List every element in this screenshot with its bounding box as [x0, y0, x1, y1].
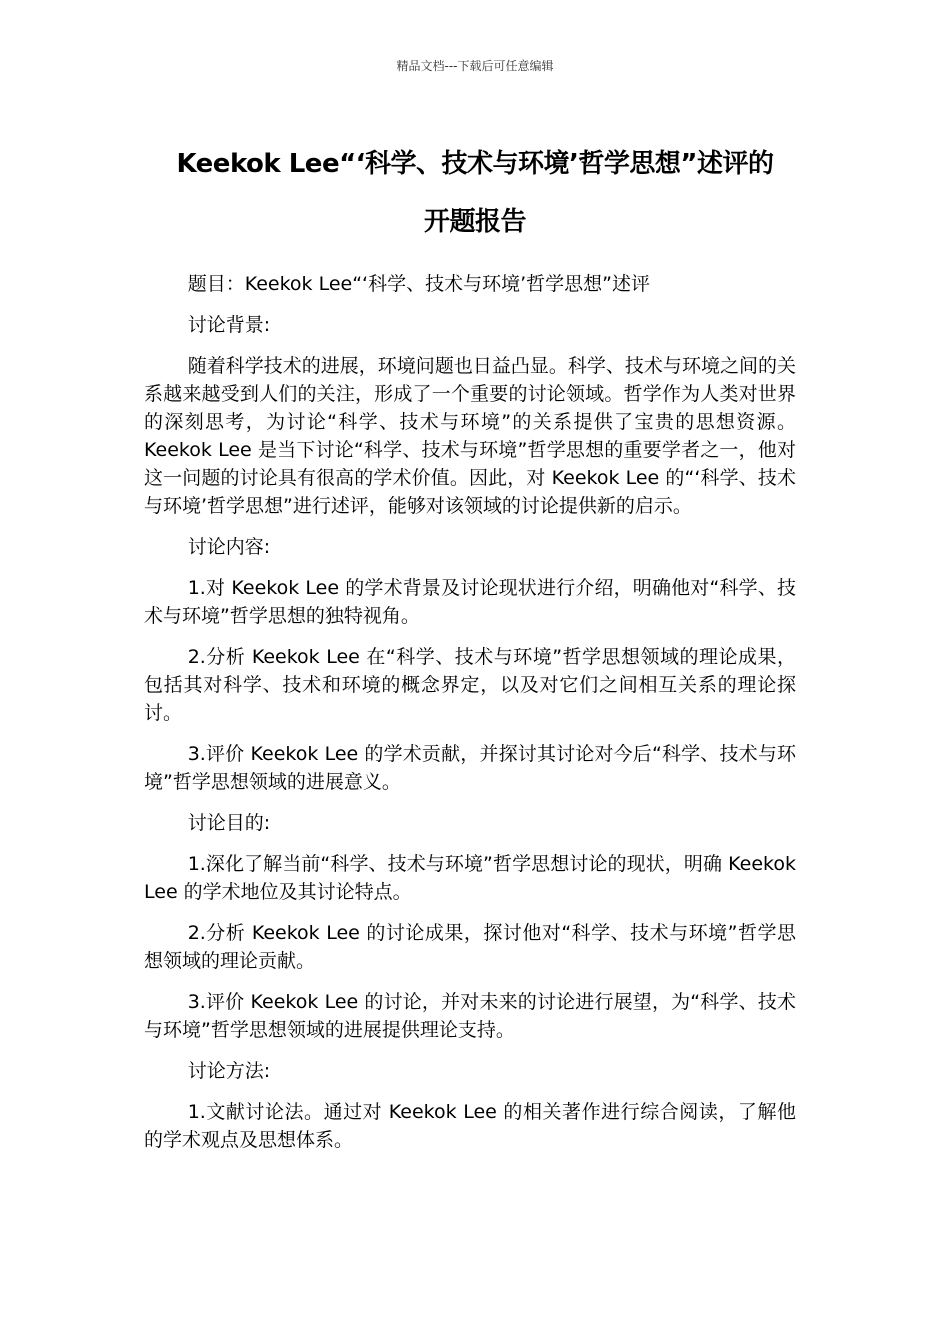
title-line-1: Keekok Lee“‘科学、技术与环境’哲学思想”述评的	[176, 149, 774, 179]
content-heading: 讨论内容:	[187, 536, 271, 558]
background-paragraph: 随着科学技术的进展，环境问题也日益凸显。科学、技术与环境之间的关系越来越受到人们的关注，形成了一个重要的讨论领域。哲学作为人类对世界的深刻思考，为讨论“科学、技术与环境”的关系提供了宝贵的思想资源。Keekok Lee 是当下讨论“科学、技术与环境”哲学思想的重要学者之一，他对这一问题的讨论具有很高的学术价值。因此，对 Keekok Lee 的“‘科学、技术与环境’哲学思想”进行述评，能够对该领域的讨论提供新的启示。	[144, 355, 796, 517]
background-heading: 讨论背景:	[187, 314, 271, 336]
title-line-2: 开题报告	[423, 207, 526, 237]
method-heading: 讨论方法:	[187, 1060, 271, 1082]
document-body	[144, 270, 796, 1167]
page-header: 精品文档---下载后可任意编辑	[396, 59, 554, 73]
purpose-heading: 讨论目的:	[187, 812, 271, 834]
purpose-item: 1.深化了解当前“科学、技术与环境”哲学思想讨论的现状，明确 Keekok Lee 的学术地位及其讨论特点。	[144, 853, 796, 903]
content-item: 2.分析 Keekok Lee 在“科学、技术与环境”哲学思想领域的理论成果，包括其对科学、技术和环境的概念界定，以及对它们之间相互关系的理论探讨。	[144, 646, 796, 724]
content-item: 1.对 Keekok Lee 的学术背景及讨论现状进行介绍，明确他对“科学、技术与环境”哲学思想的独特视角。	[144, 577, 796, 627]
topic-line: 题目：Keekok Lee“‘科学、技术与环境’哲学思想”述评	[187, 273, 650, 295]
purpose-item: 3.评价 Keekok Lee 的讨论，并对未来的讨论进行展望，为“科学、技术与环境”哲学思想领域的进展提供理论支持。	[144, 991, 796, 1041]
method-item: 1.文献讨论法。通过对 Keekok Lee 的相关著作进行综合阅读，了解他的学术观点及思想体系。	[144, 1101, 796, 1151]
document-title	[130, 135, 820, 251]
content-item: 3.评价 Keekok Lee 的学术贡献，并探讨其讨论对今后“科学、技术与环境”哲学思想领域的进展意义。	[144, 743, 796, 793]
purpose-item: 2.分析 Keekok Lee 的讨论成果，探讨他对“科学、技术与环境”哲学思想领域的理论贡献。	[144, 922, 796, 972]
